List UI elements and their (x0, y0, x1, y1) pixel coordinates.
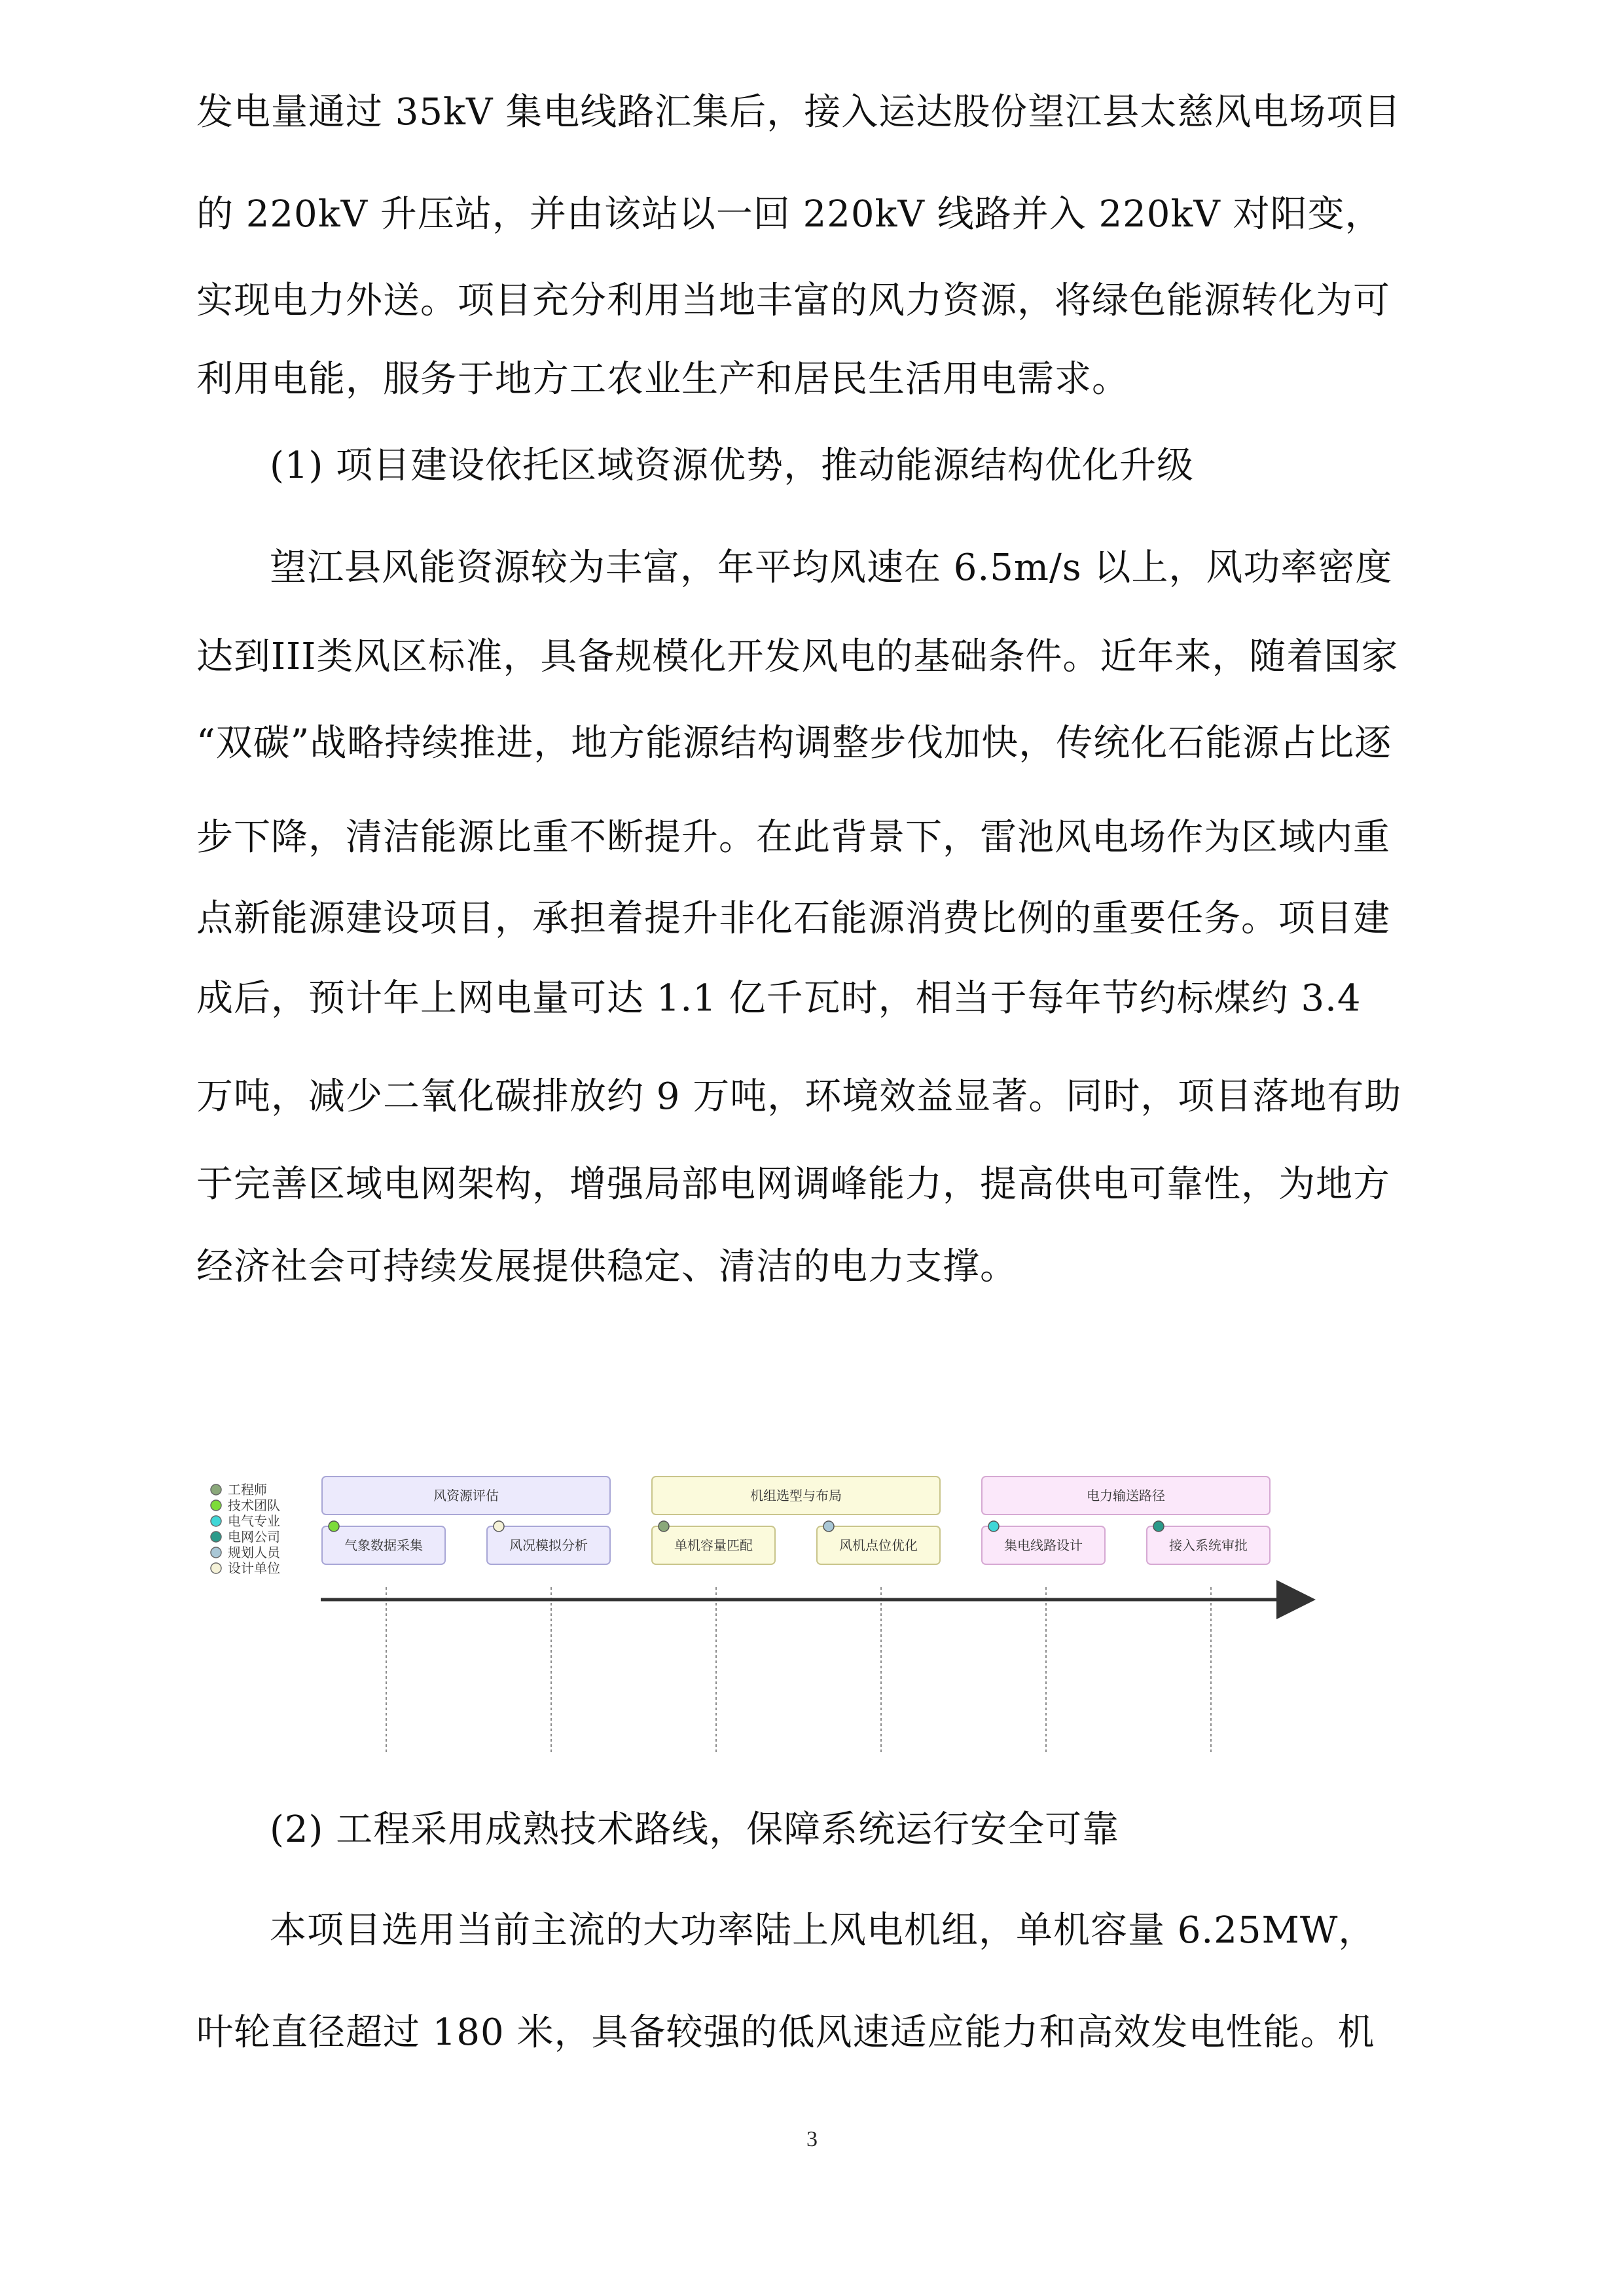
paragraph-line: 的 220kV 升压站，并由该站以一回 220kV 线路并入 220kV 对阳变， (196, 193, 1382, 236)
paragraph-line: 本项目选用当前主流的大功率陆上风电机组，单机容量 6.25MW， (270, 1909, 1376, 1952)
legend-dot (211, 1547, 221, 1558)
task-owner-dot (1153, 1521, 1164, 1532)
task-owner-dot (329, 1521, 339, 1532)
phase-label: 电力输送路径 (1087, 1488, 1165, 1503)
task-label: 气象数据采集 (344, 1537, 423, 1553)
legend-dot (211, 1500, 221, 1511)
task-label: 集电线路设计 (1004, 1537, 1083, 1553)
paragraph-line: 达到III类风区标准，具备规模化开发风电的基础条件。近年来，随着国家 (196, 636, 1399, 678)
phase-box (322, 1477, 610, 1515)
task-box (817, 1521, 940, 1564)
paragraph-line: 经济社会可持续发展提供稳定、清洁的电力支撑。 (196, 1246, 1017, 1288)
section-heading-2: (2) 工程采用成熟技术路线，保障系统运行安全可靠 (270, 1808, 1120, 1851)
legend-dot (211, 1532, 221, 1542)
legend-item (211, 1560, 280, 1576)
task-label: 接入系统审批 (1169, 1537, 1248, 1553)
legend-label: 工程师 (228, 1482, 267, 1498)
legend-label: 电网公司 (228, 1529, 280, 1545)
legend-label: 规划人员 (228, 1545, 280, 1560)
task-label: 单机容量匹配 (674, 1537, 753, 1553)
phase-box (652, 1477, 940, 1515)
legend-dot (211, 1563, 221, 1573)
phase-label: 机组选型与布局 (750, 1488, 842, 1503)
section-heading-1: (1) 项目建设依托区域资源优势，推动能源结构优化升级 (270, 444, 1195, 487)
legend-item (211, 1529, 280, 1545)
paragraph-line: 发电量通过 35kV 集电线路汇集后，接入运达股份望江县太慈风电场项目 (196, 91, 1401, 134)
diagram-legend (211, 1482, 281, 1576)
task-box (652, 1521, 775, 1564)
legend-label: 设计单位 (228, 1560, 280, 1576)
legend-item (211, 1482, 267, 1498)
legend-label: 技术团队 (228, 1498, 280, 1513)
task-box (322, 1521, 445, 1564)
legend-item (211, 1498, 280, 1513)
paragraph-line: 万吨，减少二氧化碳排放约 9 万吨，环境效益显著。同时，项目落地有助 (196, 1075, 1402, 1118)
phase-box (982, 1477, 1270, 1515)
page-number: 3 (806, 2127, 818, 2151)
legend-label: 电气专业 (228, 1513, 280, 1529)
paragraph-line: 实现电力外送。项目充分利用当地丰富的风力资源，将绿色能源转化为可 (196, 279, 1390, 322)
task-box (1147, 1521, 1270, 1564)
task-label: 风况模拟分析 (509, 1537, 588, 1553)
paragraph-line: 于完善区域电网架构，增强局部电网调峰能力，提高供电可靠性，为地方 (196, 1163, 1390, 1206)
paragraph-line: 利用电能，服务于地方工农业生产和居民生活用电需求。 (196, 358, 1129, 401)
task-box (982, 1521, 1105, 1564)
task-owner-dot (659, 1521, 669, 1532)
project-timeline-diagram (196, 1466, 1348, 1767)
paragraph-line: 叶轮直径超过 180 米，具备较强的低风速适应能力和高效发电性能。机 (196, 2011, 1375, 2054)
phase-label: 风资源评估 (433, 1488, 499, 1503)
task-owner-dot (988, 1521, 999, 1532)
task-box (487, 1521, 610, 1564)
paragraph-line: 成后，预计年上网电量可达 1.1 亿千瓦时，相当于每年节约标煤约 3.4 (196, 977, 1362, 1020)
paragraph-line: 点新能源建设项目，承担着提升非化石能源消费比例的重要任务。项目建 (196, 897, 1390, 940)
task-owner-dot (494, 1521, 504, 1532)
paragraph-line: 步下降，清洁能源比重不断提升。在此背景下，雷池风电场作为区域内重 (196, 816, 1390, 859)
legend-dot (211, 1484, 221, 1495)
legend-dot (211, 1516, 221, 1526)
legend-item (211, 1513, 280, 1529)
task-label: 风机点位优化 (839, 1537, 918, 1553)
task-owner-dot (823, 1521, 834, 1532)
paragraph-line: “双碳”战略持续推进，地方能源结构调整步伐加快，传统化石能源占比逐 (196, 722, 1392, 764)
paragraph-line: 望江县风能资源较为丰富，年平均风速在 6.5m/s 以上，风功率密度 (270, 547, 1393, 589)
legend-item (211, 1545, 281, 1560)
